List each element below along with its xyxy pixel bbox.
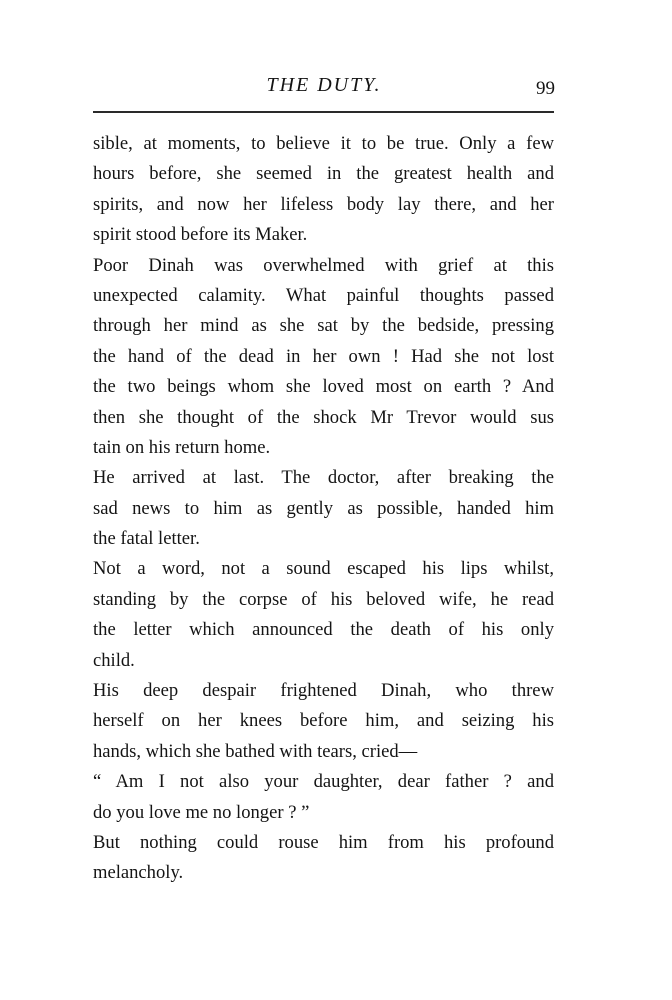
- text-line: hands, which she bathed with tears, cried—: [93, 740, 418, 762]
- text-line: sad news to him as gently as possible, handed him: [93, 497, 554, 519]
- text-line: the hand of the dead in her own ! Had she not lost: [93, 345, 554, 367]
- text-line: do you love me no longer ? ”: [93, 801, 310, 823]
- text-line: the fatal letter.: [93, 528, 200, 550]
- header-rule: [93, 111, 554, 113]
- text-line: His deep despair frightened Dinah, who threw: [93, 680, 554, 702]
- text-line: sible, at moments, to believe it to be true. Only a few: [93, 133, 554, 154]
- running-title: THE DUTY.: [266, 74, 382, 96]
- text-line: But nothing could rouse him from his profound: [93, 831, 554, 853]
- text-line: spirits, and now her lifeless body lay there, and her: [93, 193, 554, 215]
- running-head: [93, 74, 555, 104]
- text-line: He arrived at last. The doctor, after breaking the: [93, 467, 554, 489]
- text-line: spirit stood before its Maker.: [93, 224, 308, 246]
- text-line: herself on her knees before him, and seizing his: [93, 710, 554, 732]
- text-line: then she thought of the shock Mr Trevor would sus: [93, 406, 554, 428]
- text-line: unexpected calamity. What painful thoughts passed: [93, 284, 554, 306]
- text-line: “ Am I not also your daughter, dear father ? and: [93, 771, 554, 793]
- text-line: the letter which announced the death of his only: [93, 619, 554, 641]
- text-line: Poor Dinah was overwhelmed with grief at this: [93, 254, 554, 276]
- text-line: through her mind as she sat by the bedside, pressing: [93, 315, 554, 337]
- text-line: tain on his return home.: [93, 436, 271, 458]
- text-line: Not a word, not a sound escaped his lips whilst,: [93, 558, 554, 580]
- text-line: the two beings whom she loved most on earth ? And: [93, 376, 554, 398]
- page-number: 99: [536, 78, 555, 99]
- body-text: [93, 129, 554, 889]
- text-line: melancholy.: [93, 862, 184, 884]
- text-line: hours before, she seemed in the greatest health and: [93, 163, 554, 185]
- text-line: child.: [93, 649, 135, 671]
- text-line: standing by the corpse of his beloved wife, he read: [93, 588, 554, 610]
